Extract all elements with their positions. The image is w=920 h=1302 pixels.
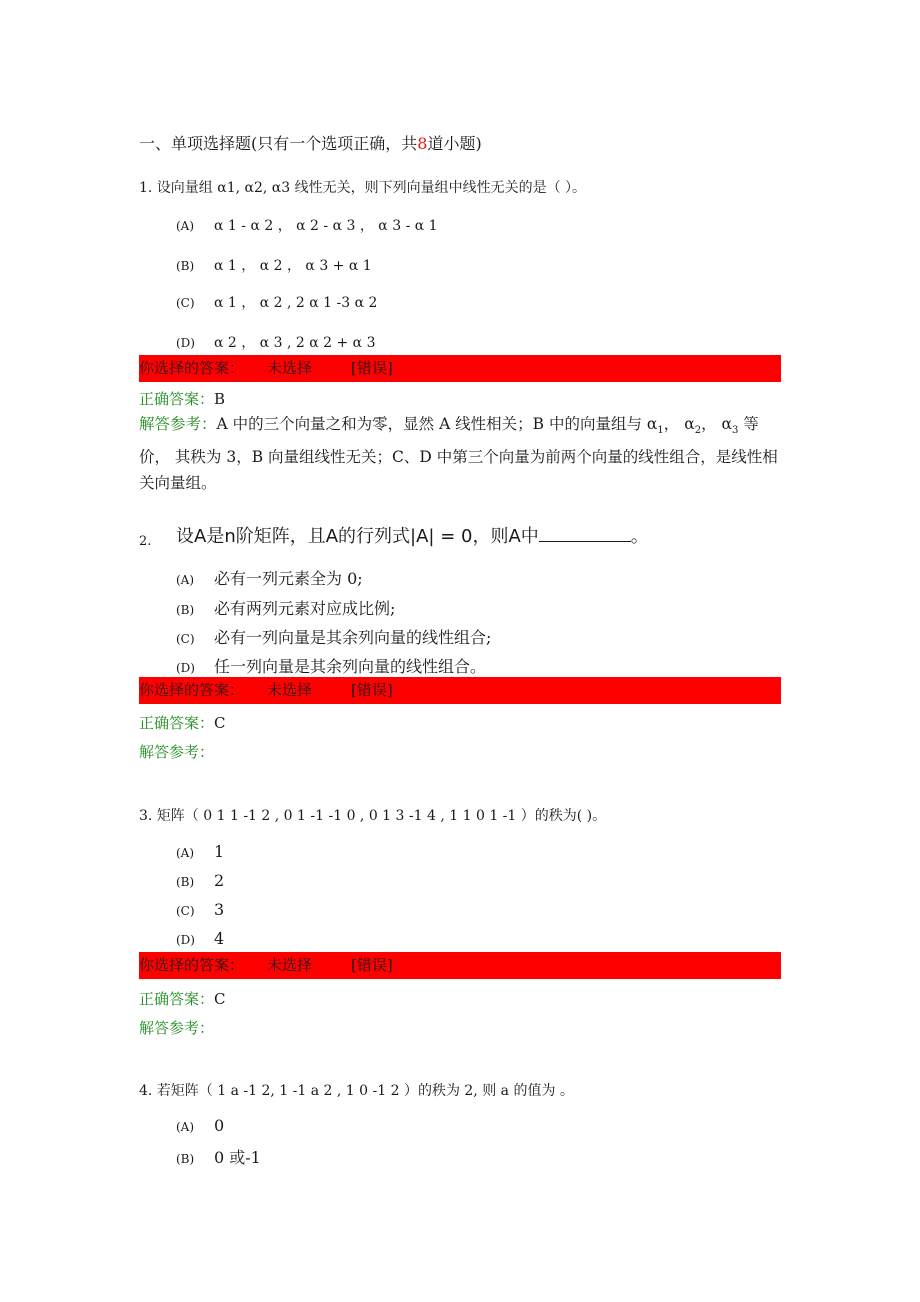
q3-answer-bar: 你选择的答案： 未选择 [错误] [139,952,781,979]
q3-correct-answer: 正确答案：C [139,990,226,1008]
q3-option-c[interactable]: (C) 3 [176,900,225,919]
fill-blank [539,527,631,542]
q4-option-a[interactable]: (A) 0 [176,1116,225,1135]
q1-option-a[interactable]: (A) α 1 - α 2 ， α 2 - α 3 ， α 3 - α 1 [176,218,438,234]
question-4-stem: 4. 若矩阵（ 1 a -1 2, 1 -1 a 2 , 1 0 -1 2 ）的秩为 2, 则 a 的值为 。 [139,1083,574,1099]
q1-answer-bar: 你选择的答案： 未选择 [错误] [139,355,781,382]
question-count: 8 [417,134,428,153]
q2-option-d[interactable]: (D) 任一列向量是其余列向量的线性组合。 [176,657,487,676]
q1-correct-answer: 正确答案：B [139,390,226,408]
q3-explanation-label: 解答参考： [139,1019,215,1037]
q1-option-b[interactable]: (B) α 1 ， α 2 ， α 3 + α 1 [176,258,372,274]
wrong-tag: [错误] [351,359,393,377]
question-3-stem: 3. 矩阵（ 0 1 1 -1 2 , 0 1 -1 -1 0 , 0 1 3 -1 4 , 1 1 0 1 -1 ）的秩为( )。 [139,808,607,824]
q2-option-a[interactable]: (A) 必有一列元素全为 0; [176,569,363,588]
q2-option-b[interactable]: (B) 必有两列元素对应成比例; [176,599,396,618]
q1-option-c[interactable]: (C) α 1 ， α 2 , 2 α 1 -3 α 2 [176,295,378,311]
q2-answer-bar: 你选择的答案： 未选择 [错误] [139,677,781,704]
question-2-stem: 设A是n阶矩阵，且A的行列式|A| = 0，则A中 。 [176,526,649,547]
q3-option-d[interactable]: (D) 4 [176,929,225,948]
wrong-tag: [错误] [351,681,393,699]
q4-option-b[interactable]: (B) 0 或-1 [176,1148,261,1167]
q2-correct-answer: 正确答案：C [139,714,226,732]
wrong-tag: [错误] [351,956,393,974]
q1-explanation: 解答参考：A 中的三个向量之和为零，显然 A 线性相关；B 中的向量组与 $\alpha_1$， $\alpha_2$， $\alpha_3$ 等价， 其秩为 3，B 向量组线性无关；C、D 中第三个向量为前两个向量的线性组合，是线性相关向量组。 [139,415,778,492]
q3-option-b[interactable]: (B) 2 [176,871,225,890]
q2-explanation-label: 解答参考： [139,743,215,761]
section-title: 一、单项选择题(只有一个选项正确，共8道小题) [139,134,482,153]
q3-option-a[interactable]: (A) 1 [176,842,225,861]
question-2-number: 2. [139,534,152,549]
q1-option-d[interactable]: (D) α 2 ， α 3 , 2 α 2 + α 3 [176,335,376,351]
q2-option-c[interactable]: (C) 必有一列向量是其余列向量的线性组合; [176,628,492,647]
question-1-stem: 1. 设向量组 α1, α2, α3 线性无关，则下列向量组中线性无关的是（ ）。 [139,180,587,196]
